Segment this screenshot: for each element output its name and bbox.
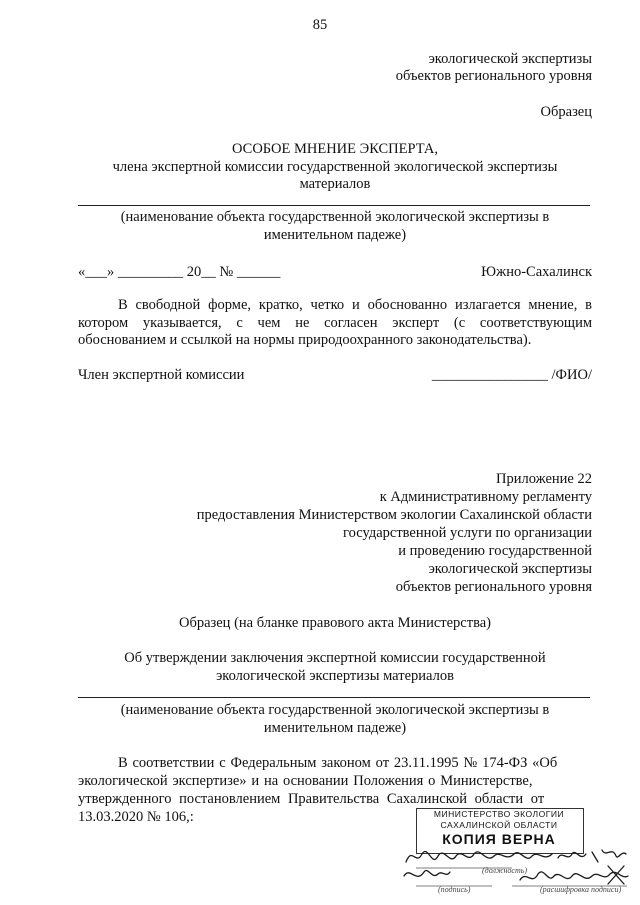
appendix-line-4: государственной услуги по организации [343,525,592,541]
appendix-title-line-1: Об утверждении заключения экспертной комиссии государственной [124,650,546,666]
city-name: Южно-Сахалинск [481,264,592,280]
appendix-body-line-4: 13.03.2020 № 106,: [78,809,194,825]
signature-value: ________________ /ФИО/ [431,367,592,383]
appendix-body-line-3: утвержденного постановлением Правительства Сахалинской области от [78,791,545,807]
appendix-line-1: Приложение 22 [496,471,592,487]
appendix-caption-line-2: именительном падеже) [263,720,407,736]
object-caption-line-2: именительном падеже) [263,227,407,243]
certification-stamp [402,806,630,898]
appendix-body-line-1: В соответствии с Федеральным законом от 23.11.1995 № 174-ФЗ «Об [118,755,558,771]
opinion-subtitle-line-1: члена экспертной комиссии государственной экологической экспертизы [112,159,558,175]
opinion-title: ОСОБОЕ МНЕНИЕ ЭКСПЕРТА, [232,141,438,157]
opinion-body: В свободной форме, кратко, четко и обоснованно излагается мнение, в котором указывается, с чем не согласен эксперт (с соответствующим обоснованием и ссылкой на нормы природоохранного законодательства). [78,297,592,348]
page-number: 85 [312,17,328,33]
appendix-object-name-line [78,697,590,698]
stamp-region-line: САХАЛИНСКОЙ ОБЛАСТИ [440,820,558,830]
header-line-2: объектов регионального уровня [395,68,592,84]
opinion-subtitle-line-2: материалов [299,176,371,192]
appendix-title-line-2: экологической экспертизы материалов [216,668,454,684]
appendix-line-2: к Административному регламенту [379,489,592,505]
appendix-caption-line-1: (наименование объекта государственной экологической экспертизы в [120,702,550,718]
appendix-line-5: и проведению государственной [398,543,592,559]
appendix-body-line-2: экологической экспертизе» и на основании Положения о Министерстве, [78,773,533,789]
date-number-line: «___» _________ 20__ № ______ [78,264,281,280]
stamp-copy-true: КОПИЯ ВЕРНА [442,831,556,847]
signature-label: Член экспертной комиссии [78,367,245,383]
appendix-line-3: предоставления Министерством экологии Сахалинской области [196,507,592,523]
header-line-1: экологической экспертизы [428,51,592,67]
stamp-caption-signature: (подпись) [438,885,471,894]
stamp-caption-position: (должность) [482,866,528,875]
stamp-ministry-line: МИНИСТЕРСТВО ЭКОЛОГИИ [433,809,565,819]
object-name-line [78,205,590,206]
appendix-line-7: объектов регионального уровня [395,579,592,595]
sample-label: Образец [540,104,592,120]
object-caption-line-1: (наименование объекта государственной экологической экспертизы в [120,209,550,225]
appendix-line-6: экологической экспертизы [428,561,592,577]
stamp-caption-name: (расшифровка подписи) [540,885,622,894]
appendix-sample-note: Образец (на бланке правового акта Министерства) [178,615,491,631]
